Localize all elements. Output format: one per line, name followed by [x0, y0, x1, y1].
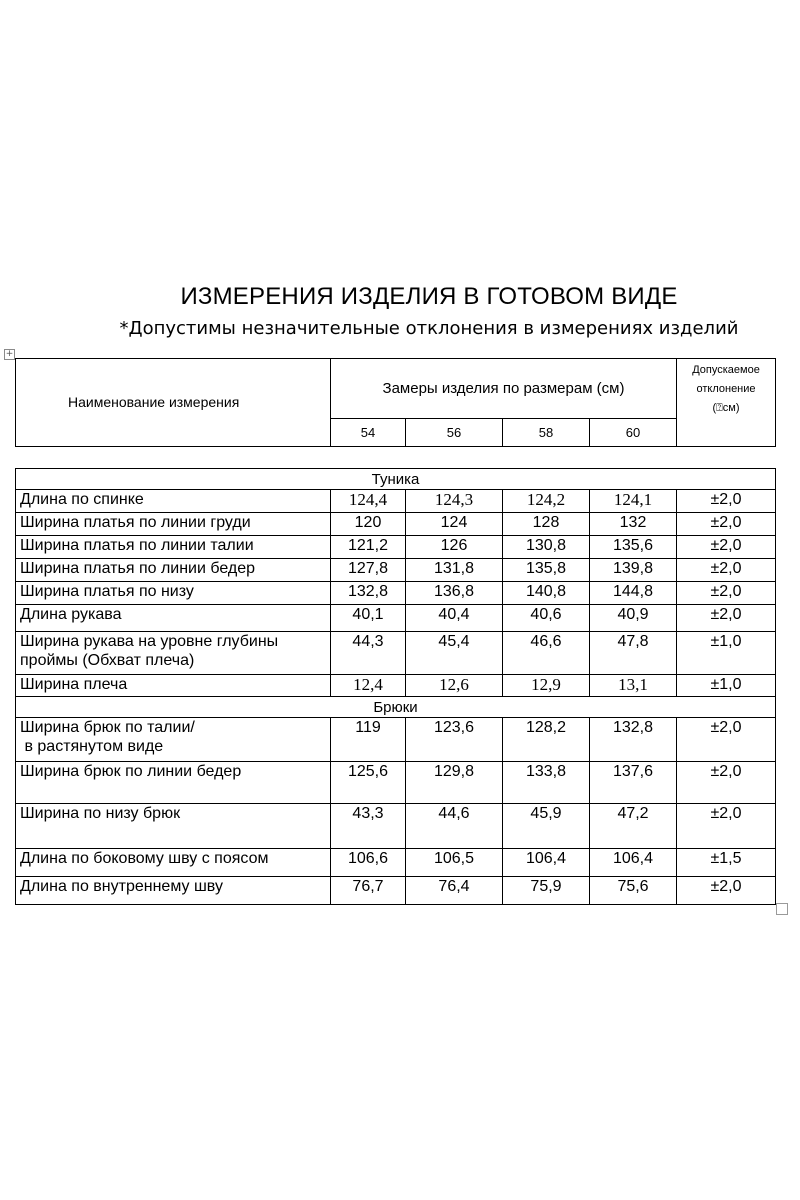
tolerance-cell: ±2,0: [677, 513, 776, 536]
size-value-cell: 46,6: [503, 632, 590, 675]
size-value-cell: 40,6: [503, 605, 590, 632]
header-tolerance-line: (⍰см): [712, 402, 740, 414]
size-value-cell: 75,6: [590, 877, 677, 905]
size-value-cell: 106,4: [590, 849, 677, 877]
tolerance-cell: ±2,0: [677, 582, 776, 605]
header-name-cell: [16, 359, 331, 447]
measurements-table: [15, 358, 776, 905]
table-row: [16, 718, 776, 762]
table-row: [16, 536, 776, 559]
measurement-name: [16, 536, 331, 559]
size-value-cell: 75,9: [503, 877, 590, 905]
size-value-cell: 139,8: [590, 559, 677, 582]
header-sizes-cell: [331, 359, 677, 419]
size-value-cell: 12,9: [503, 675, 590, 697]
size-value-cell: 40,4: [406, 605, 503, 632]
measurement-name: [16, 513, 331, 536]
size-value-cell: 120: [331, 513, 406, 536]
spacer-row: [16, 447, 776, 469]
size-value-cell: 123,6: [406, 718, 503, 762]
size-value-cell: 12,6: [406, 675, 503, 697]
section-row: [16, 697, 776, 718]
measurement-name: [16, 605, 331, 632]
measurement-name-line: Ширина платья по линии груди: [20, 514, 251, 531]
size-value-cell: 124,4: [331, 490, 406, 513]
size-value-cell: 106,5: [406, 849, 503, 877]
size-value-cell: 136,8: [406, 582, 503, 605]
size-value-cell: 132,8: [331, 582, 406, 605]
table-row: [16, 675, 776, 697]
size-value-cell: 76,4: [406, 877, 503, 905]
size-value-cell: 124: [406, 513, 503, 536]
size-value-cell: 132: [590, 513, 677, 536]
measurement-name-line: Ширина платья по линии бедер: [20, 560, 256, 577]
page-subtitle: *Допустимы незначительные отклонения в измерениях изделий: [119, 318, 739, 339]
header-size-56: 56: [406, 419, 503, 447]
measurement-name-line: Ширина платья по линии талии: [20, 537, 254, 554]
measurement-name-line: Ширина плеча: [20, 676, 128, 693]
size-value-cell: 45,4: [406, 632, 503, 675]
header-tolerance-cell: [677, 359, 776, 447]
section-row: [16, 469, 776, 490]
tolerance-cell: ±1,5: [677, 849, 776, 877]
measurement-name-line: Длина рукава: [20, 606, 122, 623]
measurement-name: [16, 632, 331, 675]
table-row: [16, 762, 776, 804]
size-value-cell: 144,8: [590, 582, 677, 605]
tolerance-cell: ±2,0: [677, 605, 776, 632]
size-value-cell: 132,8: [590, 718, 677, 762]
tolerance-cell: ±2,0: [677, 762, 776, 804]
size-value-cell: 129,8: [406, 762, 503, 804]
table-row: [16, 849, 776, 877]
measurement-name-line: Ширина брюк по талии/: [20, 719, 195, 736]
measurement-name: [16, 559, 331, 582]
size-value-cell: 47,2: [590, 804, 677, 849]
size-value-cell: 130,8: [503, 536, 590, 559]
measurement-name-line: Ширина рукава на уровне глубины: [20, 633, 279, 650]
size-value-cell: 124,3: [406, 490, 503, 513]
measurement-name-line: в растянутом виде: [20, 738, 164, 755]
size-value-cell: 106,4: [503, 849, 590, 877]
measurement-name-line: Ширина платья по низу: [20, 583, 194, 600]
size-value-cell: 140,8: [503, 582, 590, 605]
measurement-name: [16, 490, 331, 513]
table-row: [16, 582, 776, 605]
size-value-cell: 135,8: [503, 559, 590, 582]
measurement-name-line: Длина по боковому шву с поясом: [20, 850, 269, 867]
size-value-cell: 44,3: [331, 632, 406, 675]
size-value-cell: 43,3: [331, 804, 406, 849]
measurement-name-line: Длина по внутреннему шву: [20, 878, 223, 895]
measurement-name-line: Ширина брюк по линии бедер: [20, 763, 242, 780]
size-value-cell: 76,7: [331, 877, 406, 905]
measurement-name: [16, 675, 331, 697]
size-value-cell: 45,9: [503, 804, 590, 849]
measurement-name: [16, 582, 331, 605]
tolerance-cell: ±2,0: [677, 877, 776, 905]
size-value-cell: 44,6: [406, 804, 503, 849]
size-value-cell: 106,6: [331, 849, 406, 877]
measurement-name: [16, 877, 331, 905]
move-handle-icon[interactable]: +: [5, 349, 14, 359]
tolerance-cell: ±1,0: [677, 675, 776, 697]
size-value-cell: 119: [331, 718, 406, 762]
size-value-cell: 125,6: [331, 762, 406, 804]
header-sizes-label: Замеры изделия по размерам (см): [382, 380, 625, 397]
size-value-cell: 40,9: [590, 605, 677, 632]
tolerance-cell: ±2,0: [677, 536, 776, 559]
table-end-marker: [776, 903, 788, 915]
page-title: ИЗМЕРЕНИЯ ИЗДЕЛИЯ В ГОТОВОМ ВИДЕ: [180, 283, 678, 310]
header-size-60: 60: [590, 419, 677, 447]
measurement-name-line: Ширина по низу брюк: [20, 805, 181, 822]
tolerance-cell: ±2,0: [677, 559, 776, 582]
size-value-cell: 12,4: [331, 675, 406, 697]
table-row: [16, 605, 776, 632]
measurement-name: [16, 762, 331, 804]
table-row: [16, 559, 776, 582]
size-value-cell: 135,6: [590, 536, 677, 559]
tolerance-cell: ±2,0: [677, 490, 776, 513]
header-tolerance-line: Допускаемое: [692, 364, 760, 376]
table-row: [16, 632, 776, 675]
section-header: Брюки: [16, 697, 776, 718]
size-value-cell: 127,8: [331, 559, 406, 582]
table-row: [16, 490, 776, 513]
table-row: [16, 877, 776, 905]
table-row: [16, 804, 776, 849]
measurement-name-line: Длина по спинке: [20, 491, 144, 508]
measurement-name-line: проймы (Обхват плеча): [20, 652, 195, 669]
table-row: [16, 513, 776, 536]
size-value-cell: 13,1: [590, 675, 677, 697]
size-value-cell: 121,2: [331, 536, 406, 559]
measurement-name: [16, 804, 331, 849]
size-value-cell: 128: [503, 513, 590, 536]
header-name-label: Наименование измерения: [68, 394, 240, 410]
header-size-58: 58: [503, 419, 590, 447]
header-size-54: 54: [331, 419, 406, 447]
size-value-cell: 124,1: [590, 490, 677, 513]
header-tolerance-line: отклонение: [696, 383, 756, 395]
section-header: Туника: [16, 469, 776, 490]
size-value-cell: 47,8: [590, 632, 677, 675]
size-value-cell: 40,1: [331, 605, 406, 632]
size-value-cell: 126: [406, 536, 503, 559]
size-value-cell: 131,8: [406, 559, 503, 582]
tolerance-cell: ±2,0: [677, 804, 776, 849]
tolerance-cell: ±1,0: [677, 632, 776, 675]
size-value-cell: 128,2: [503, 718, 590, 762]
size-value-cell: 137,6: [590, 762, 677, 804]
measurement-name: [16, 718, 331, 762]
measurement-name: [16, 849, 331, 877]
size-value-cell: 133,8: [503, 762, 590, 804]
tolerance-cell: ±2,0: [677, 718, 776, 762]
size-value-cell: 124,2: [503, 490, 590, 513]
